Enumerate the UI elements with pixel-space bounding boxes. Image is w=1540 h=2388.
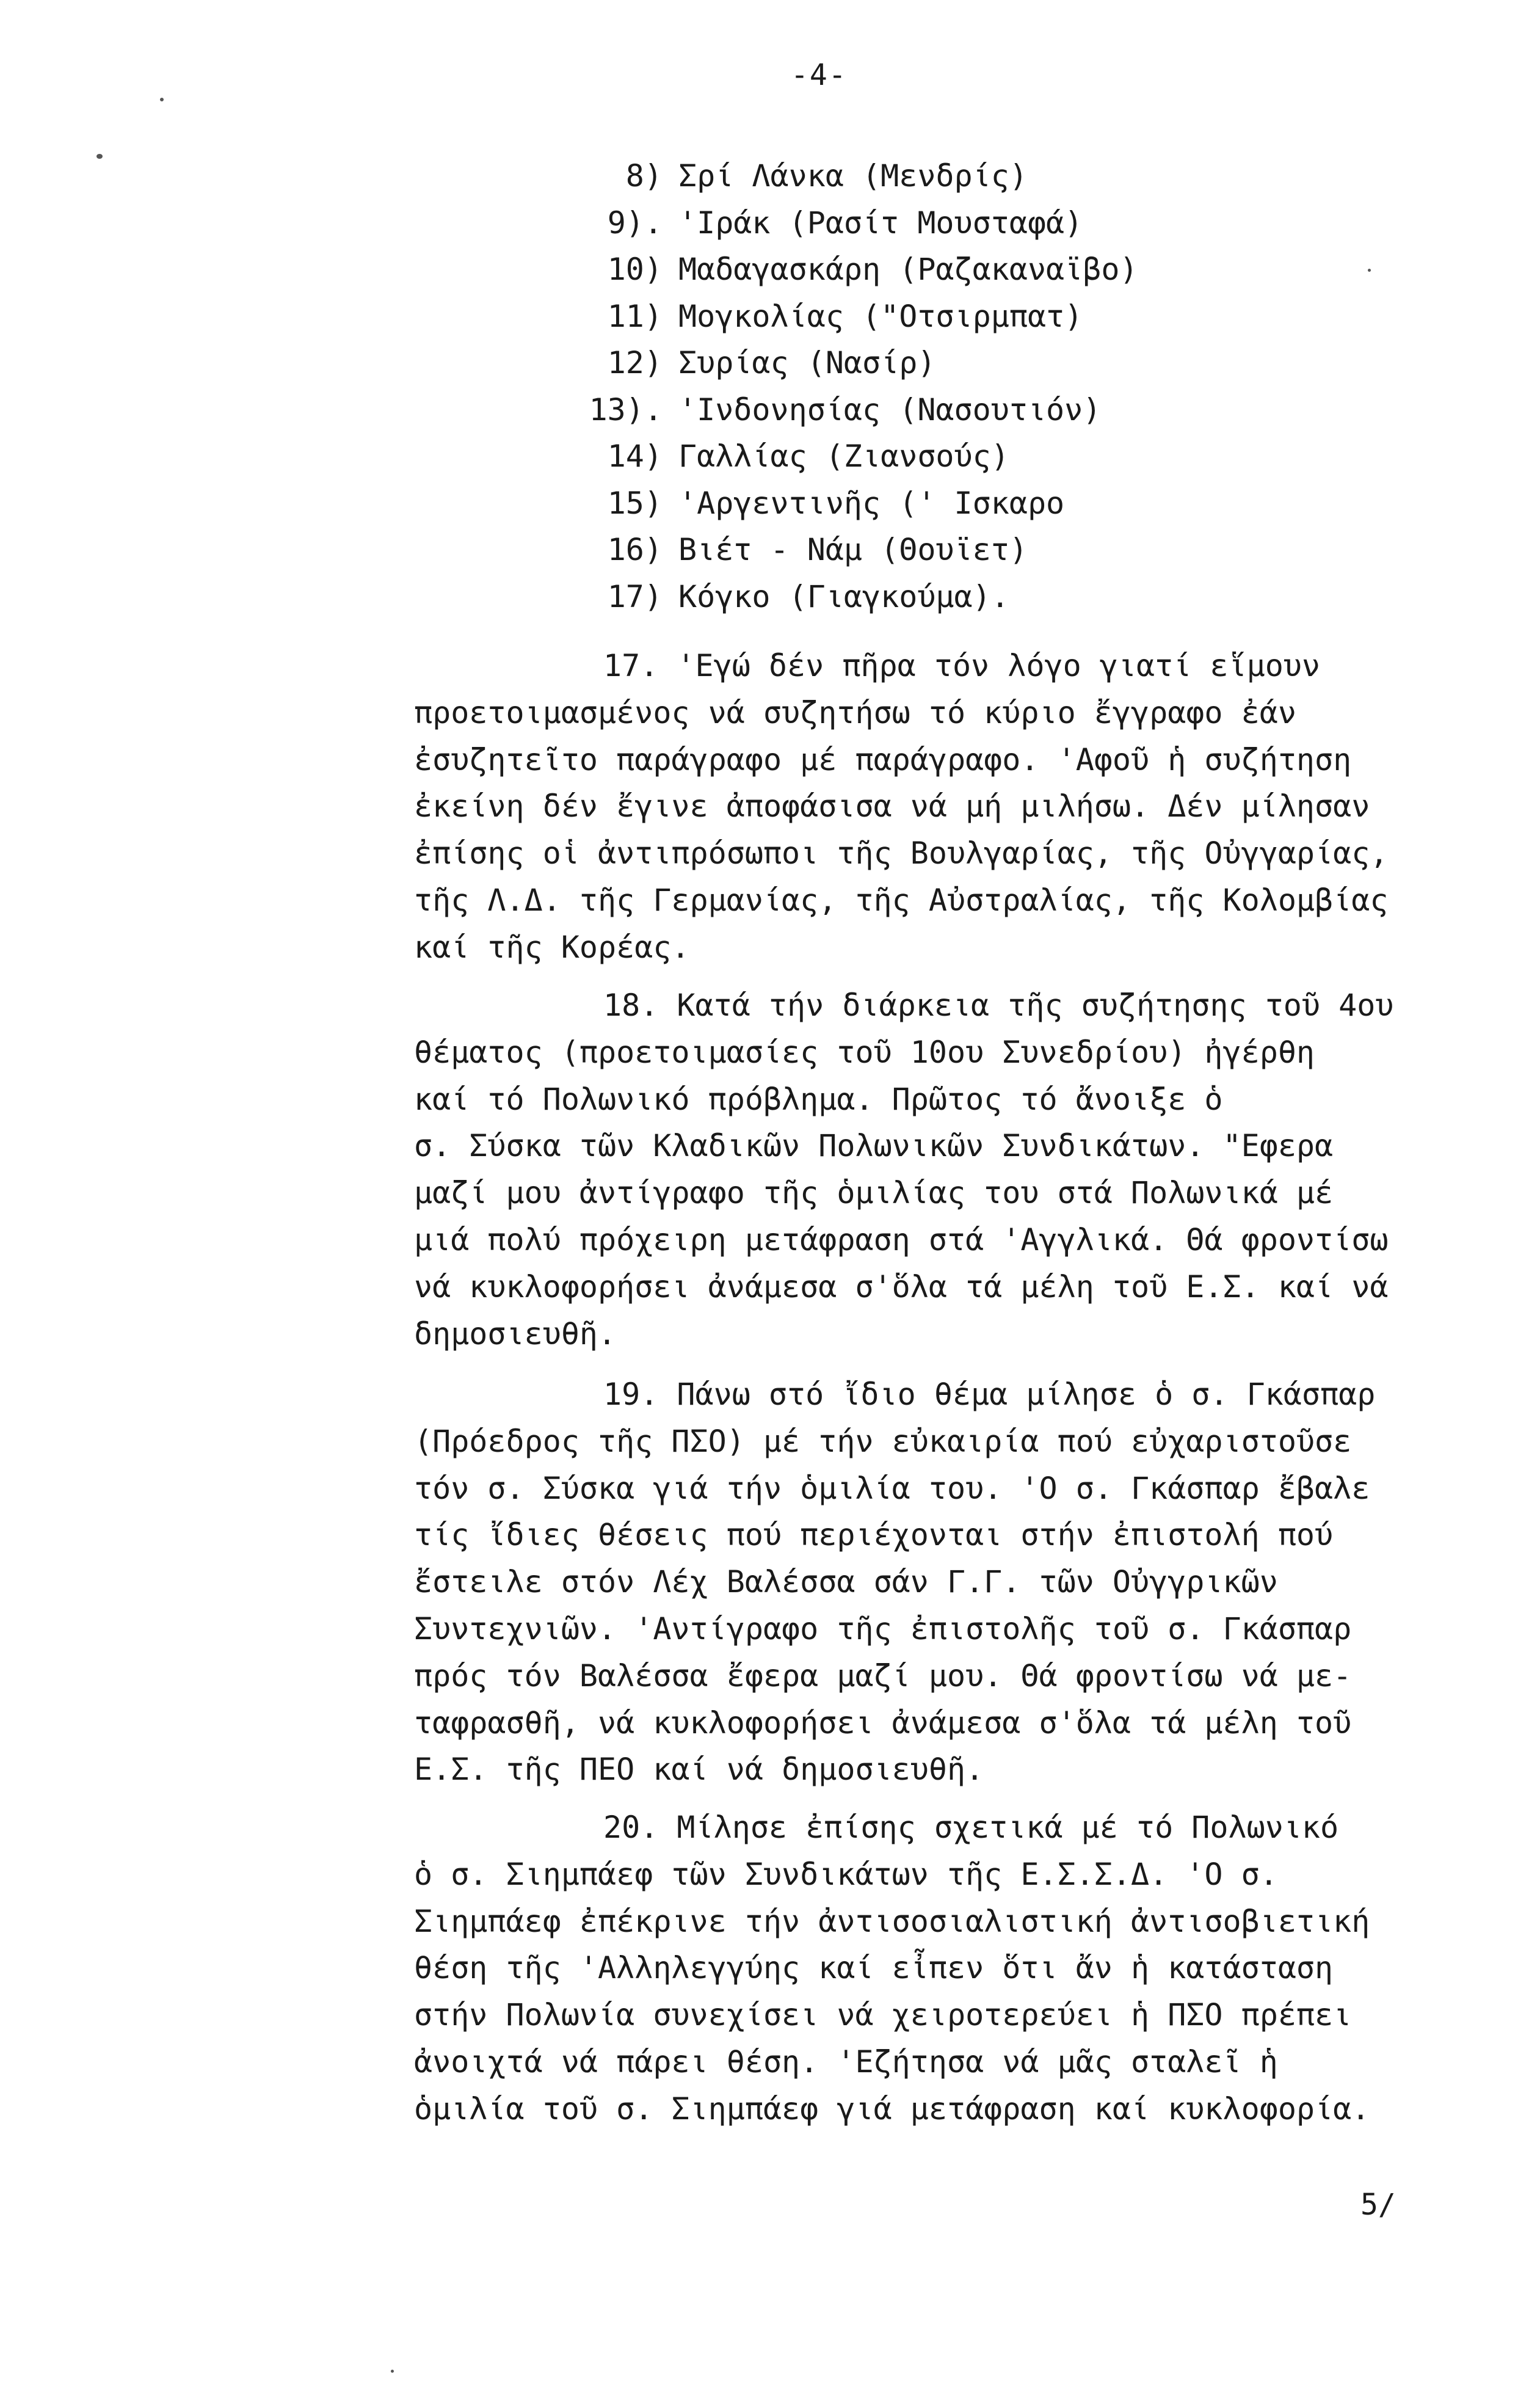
paragraph-line: ἐπίσης οἱ ἀντιπρόσωποι τῆς Βουλγαρίας, τῆς Οὐγγαρίας, — [414, 835, 1389, 872]
paragraph-line: δημοσιευθῆ. — [414, 1316, 617, 1352]
paragraph-line: 19. Πάνω στό ἴδιο θέμα μίλησε ὁ σ. Γκάσπαρ — [603, 1377, 1376, 1412]
paragraph-line: στήν Πολωνία συνεχίσει νά χειροτερεύει ἡ ΠΣΟ πρέπει — [414, 1997, 1352, 2033]
list-item-number: 11) — [607, 298, 663, 334]
next-page-marker: 5/ — [1360, 2188, 1396, 2222]
paragraph-line: μιά πολύ πρόχειρη μετάφραση στά 'Αγγλικά. Θά φροντίσω — [414, 1221, 1389, 1258]
list-item — [574, 433, 1368, 480]
paragraph-line: ὁμιλία τοῦ σ. Σιημπάεφ γιά μετάφραση καί κυκλοφορία. — [414, 2091, 1370, 2127]
list-item-number: 13). — [589, 391, 663, 428]
scan-speck — [160, 98, 164, 101]
paragraph-line: Σιημπάεφ ἐπέκρινε τήν ἀντισοσιαλιστική ἀντισοβιετική — [414, 1903, 1370, 1939]
paragraph-line: θέματος (προετοιμασίες τοῦ 10ου Συνεδρίου) ἠγέρθη — [414, 1034, 1315, 1070]
country-speaker-list — [574, 153, 1368, 620]
list-item-text: Βιέτ - Νάμ (Θουϊετ) — [678, 532, 1028, 567]
paragraph-line: ἐκείνη δέν ἔγινε ἀποφάσισα νά μή μιλήσω. Δέν μίλησαν — [414, 788, 1370, 825]
paragraph-line: 18. Κατά τήν διάρκεια τῆς συζήτησης τοῦ 4ου — [603, 988, 1394, 1023]
list-item-number: 14) — [607, 439, 663, 474]
paragraph-line: ἀνοιχτά νά πάρει θέση. 'Εζήτησα νά μᾶς σταλεῖ ἡ — [414, 2044, 1278, 2080]
page-number: -4- — [791, 58, 848, 92]
paragraph-line: ὁ σ. Σιημπάεφ τῶν Συνδικάτων τῆς Ε.Σ.Σ.Δ. 'Ο σ. — [414, 1856, 1278, 1892]
list-item — [574, 573, 1368, 621]
paragraph-line: ἐσυζητεῖτο παράγραφο μέ παράγραφο. 'Αφοῦ ἡ συζήτηση — [414, 741, 1352, 777]
paragraph-line: προετοιμασμένος νά συζητήσω τό κύριο ἔγγραφο ἐάν — [414, 694, 1296, 730]
paragraph-line: τόν σ. Σύσκα γιά τήν ὁμιλία του. 'Ο σ. Γκάσπαρ ἔβαλε — [414, 1470, 1370, 1506]
list-item-number: 15) — [607, 485, 663, 521]
paragraph-line: 17. 'Εγώ δέν πῆρα τόν λόγο γιατί εἵμουν — [603, 648, 1320, 683]
paragraph-20 — [414, 1804, 1415, 2133]
paragraph-line: νά κυκλοφορήσει ἀνάμεσα σ'ὅλα τά μέλη τοῦ Ε.Σ. καί νά — [414, 1269, 1389, 1305]
list-item-text: 'Αργεντινῆς (' Ισκαρο — [678, 485, 1065, 521]
paragraph-line: ἔστειλε στόν Λέχ Βαλέσσα σάν Γ.Γ. τῶν Οὐγγρικῶν — [414, 1564, 1278, 1600]
list-item — [574, 480, 1368, 527]
list-item-number: 16) — [607, 532, 663, 567]
paragraph-18 — [414, 982, 1415, 1357]
paragraph-19 — [414, 1371, 1415, 1793]
paragraph-line: θέση τῆς 'Αλληλεγγύης καί εἶπεν ὅτι ἄν ἡ κατάσταση — [414, 1950, 1334, 1986]
list-item-number: 8) — [625, 158, 663, 194]
list-item-text: Κόγκο (Γιαγκούμα). — [678, 578, 1009, 614]
paragraph-line: καί τό Πολωνικό πρόβλημα. Πρῶτος τό ἄνοιξε ὁ — [414, 1081, 1223, 1117]
list-item — [574, 246, 1368, 293]
list-item-text: 'Ιράκ (Ρασίτ Μουσταφά) — [678, 205, 1083, 241]
paragraph-line: 20. Μίλησε ἐπίσης σχετικά μέ τό Πολωνικό — [603, 1810, 1339, 1845]
paragraph-line: ταφρασθῆ, νά κυκλοφορήσει ἀνάμεσα σ'ὅλα τά μέλη τοῦ — [414, 1705, 1352, 1741]
paragraph-line: Συντεχνιῶν. 'Αντίγραφο τῆς ἐπιστολῆς τοῦ σ. Γκάσπαρ — [414, 1611, 1352, 1647]
scan-speck — [391, 2370, 394, 2373]
list-item-number: 10) — [607, 252, 663, 287]
paragraph-line: Ε.Σ. τῆς ΠΕΟ καί νά δημοσιευθῆ. — [414, 1752, 984, 1788]
list-item-text: 'Ινδονησίας (Νασουτιόν) — [678, 391, 1102, 428]
list-item-number: 12) — [607, 345, 663, 380]
list-item-text: Συρίας (Νασίρ) — [678, 345, 936, 380]
paragraph-line: πρός τόν Βαλέσσα ἔφερα μαζί μου. Θά φροντίσω νά με- — [414, 1658, 1352, 1694]
list-item-number: 17) — [607, 578, 663, 614]
paragraph-line: σ. Σύσκα τῶν Κλαδικῶν Πολωνικῶν Συνδικάτων. "Εφερα — [414, 1128, 1334, 1164]
scan-speck — [96, 154, 103, 159]
list-item-text: Μαδαγασκάρη (Ραζακαναϊβο) — [678, 252, 1138, 287]
paragraph-line: τῆς Λ.Δ. τῆς Γερμανίας, τῆς Αὐστραλίας, τῆς Κολομβίας — [414, 882, 1389, 918]
list-item-text: Γαλλίας (Ζιανσούς) — [678, 439, 1009, 474]
list-item-text: Σρί Λάνκα (Μενδρίς) — [678, 158, 1028, 194]
list-item — [574, 153, 1368, 200]
paragraph-line: (Πρόεδρος τῆς ΠΣΟ) μέ τήν εὐκαιρία πού εὐχαριστοῦσε — [414, 1423, 1352, 1459]
list-item — [574, 387, 1368, 434]
list-item-number: 9). — [607, 205, 663, 241]
list-item — [574, 340, 1368, 387]
list-item — [574, 293, 1368, 340]
paragraph-17 — [414, 643, 1415, 971]
paragraph-line: τίς ἴδιες θέσεις πού περιέχονται στήν ἐπιστολή πού — [414, 1517, 1334, 1553]
list-item — [574, 526, 1368, 573]
list-item — [574, 200, 1368, 247]
paragraph-line: μαζί μου ἀντίγραφο τῆς ὁμιλίας του στά Πολωνικά μέ — [414, 1175, 1334, 1211]
scan-speck — [1368, 269, 1371, 272]
paragraph-line: καί τῆς Κορέας. — [414, 929, 690, 965]
list-item-text: Μογκολίας ("Οτσιρμπατ) — [678, 298, 1083, 334]
